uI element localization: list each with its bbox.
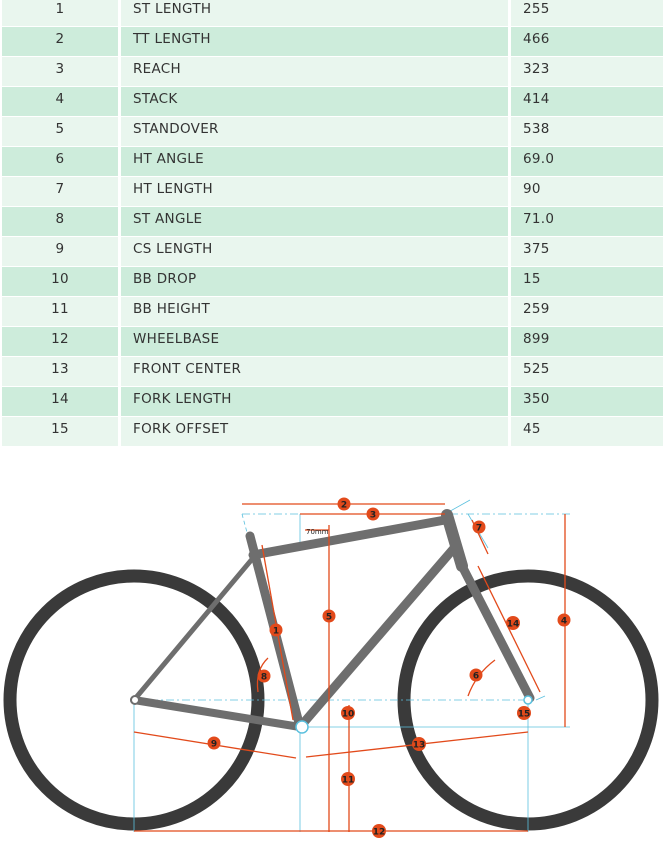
table-row	[2, 177, 663, 206]
row-value: 69.0	[511, 147, 663, 176]
badge-6	[470, 669, 483, 682]
row-label: TT LENGTH	[118, 27, 511, 56]
row-value: 899	[511, 327, 663, 356]
badge-3	[367, 508, 380, 521]
bike-geometry-diagram	[0, 460, 665, 852]
table-row	[2, 57, 663, 86]
badge-13	[412, 737, 426, 751]
row-label: BB DROP	[118, 267, 511, 296]
table-row	[2, 327, 663, 356]
row-value: 375	[511, 237, 663, 266]
row-value: 323	[511, 57, 663, 86]
table-row	[2, 267, 663, 296]
row-value: 71.0	[511, 207, 663, 236]
row-value: 15	[511, 267, 663, 296]
svg-text:3: 3	[369, 510, 377, 521]
svg-text:4: 4	[560, 616, 568, 627]
row-label: HT ANGLE	[118, 147, 511, 176]
row-number: 13	[2, 357, 118, 386]
row-label: BB HEIGHT	[118, 297, 511, 326]
row-number: 5	[2, 117, 118, 146]
offset-label: 70mm	[306, 528, 329, 536]
rear-axle	[131, 696, 139, 704]
table-row	[2, 207, 663, 236]
chainstay	[134, 700, 300, 727]
row-value: 350	[511, 387, 663, 416]
table-row	[2, 417, 663, 446]
badge-14	[506, 616, 520, 630]
row-number: 11	[2, 297, 118, 326]
badge-15	[517, 706, 531, 720]
row-number: 7	[2, 177, 118, 206]
svg-text:12: 12	[372, 827, 386, 838]
row-number: 6	[2, 147, 118, 176]
row-label: FORK LENGTH	[118, 387, 511, 416]
row-number: 8	[2, 207, 118, 236]
svg-text:14: 14	[506, 619, 520, 630]
table-row	[2, 357, 663, 386]
row-label: HT LENGTH	[118, 177, 511, 206]
table-row	[2, 117, 663, 146]
badge-4	[558, 614, 571, 627]
badge-7	[473, 521, 486, 534]
front-axle	[524, 696, 532, 704]
row-label: WHEELBASE	[118, 327, 511, 356]
row-label: CS LENGTH	[118, 237, 511, 266]
table-row	[2, 387, 663, 416]
row-value: 45	[511, 417, 663, 446]
bottom-bracket	[296, 721, 308, 733]
badge-12	[372, 824, 386, 838]
row-label: STACK	[118, 87, 511, 116]
row-value: 414	[511, 87, 663, 116]
row-number: 1	[2, 0, 118, 26]
table-row	[2, 147, 663, 176]
row-label: ST LENGTH	[118, 0, 511, 26]
row-value: 255	[511, 0, 663, 26]
svg-text:2: 2	[340, 500, 348, 511]
row-label: REACH	[118, 57, 511, 86]
row-number: 2	[2, 27, 118, 56]
svg-text:11: 11	[341, 775, 355, 786]
top-tube	[253, 520, 445, 555]
svg-text:6: 6	[472, 671, 480, 682]
row-label: FORK OFFSET	[118, 417, 511, 446]
table-row	[2, 237, 663, 266]
row-value: 525	[511, 357, 663, 386]
row-number: 14	[2, 387, 118, 416]
svg-text:15: 15	[517, 709, 531, 720]
table-row	[2, 27, 663, 56]
svg-text:5: 5	[325, 612, 333, 623]
svg-text:8: 8	[260, 672, 268, 683]
badge-10	[341, 706, 355, 720]
svg-text:9: 9	[210, 739, 218, 750]
badge-2	[338, 498, 351, 511]
row-number: 10	[2, 267, 118, 296]
row-number: 12	[2, 327, 118, 356]
badge-5	[323, 610, 336, 623]
row-value: 466	[511, 27, 663, 56]
row-number: 3	[2, 57, 118, 86]
row-number: 4	[2, 87, 118, 116]
row-number: 15	[2, 417, 118, 446]
table-row	[2, 87, 663, 116]
svg-text:13: 13	[412, 740, 426, 751]
row-value: 90	[511, 177, 663, 206]
row-value: 259	[511, 297, 663, 326]
row-value: 538	[511, 117, 663, 146]
badge-8	[258, 670, 271, 683]
row-number: 9	[2, 237, 118, 266]
row-label: ST ANGLE	[118, 207, 511, 236]
badge-9	[208, 737, 221, 750]
row-label: FRONT CENTER	[118, 357, 511, 386]
svg-text:7: 7	[475, 523, 483, 534]
svg-text:10: 10	[341, 709, 355, 720]
row-label: STANDOVER	[118, 117, 511, 146]
table-row	[2, 297, 663, 326]
table-row	[2, 0, 663, 26]
svg-text:1: 1	[272, 626, 280, 637]
badge-11	[341, 772, 355, 786]
badge-1	[270, 624, 283, 637]
